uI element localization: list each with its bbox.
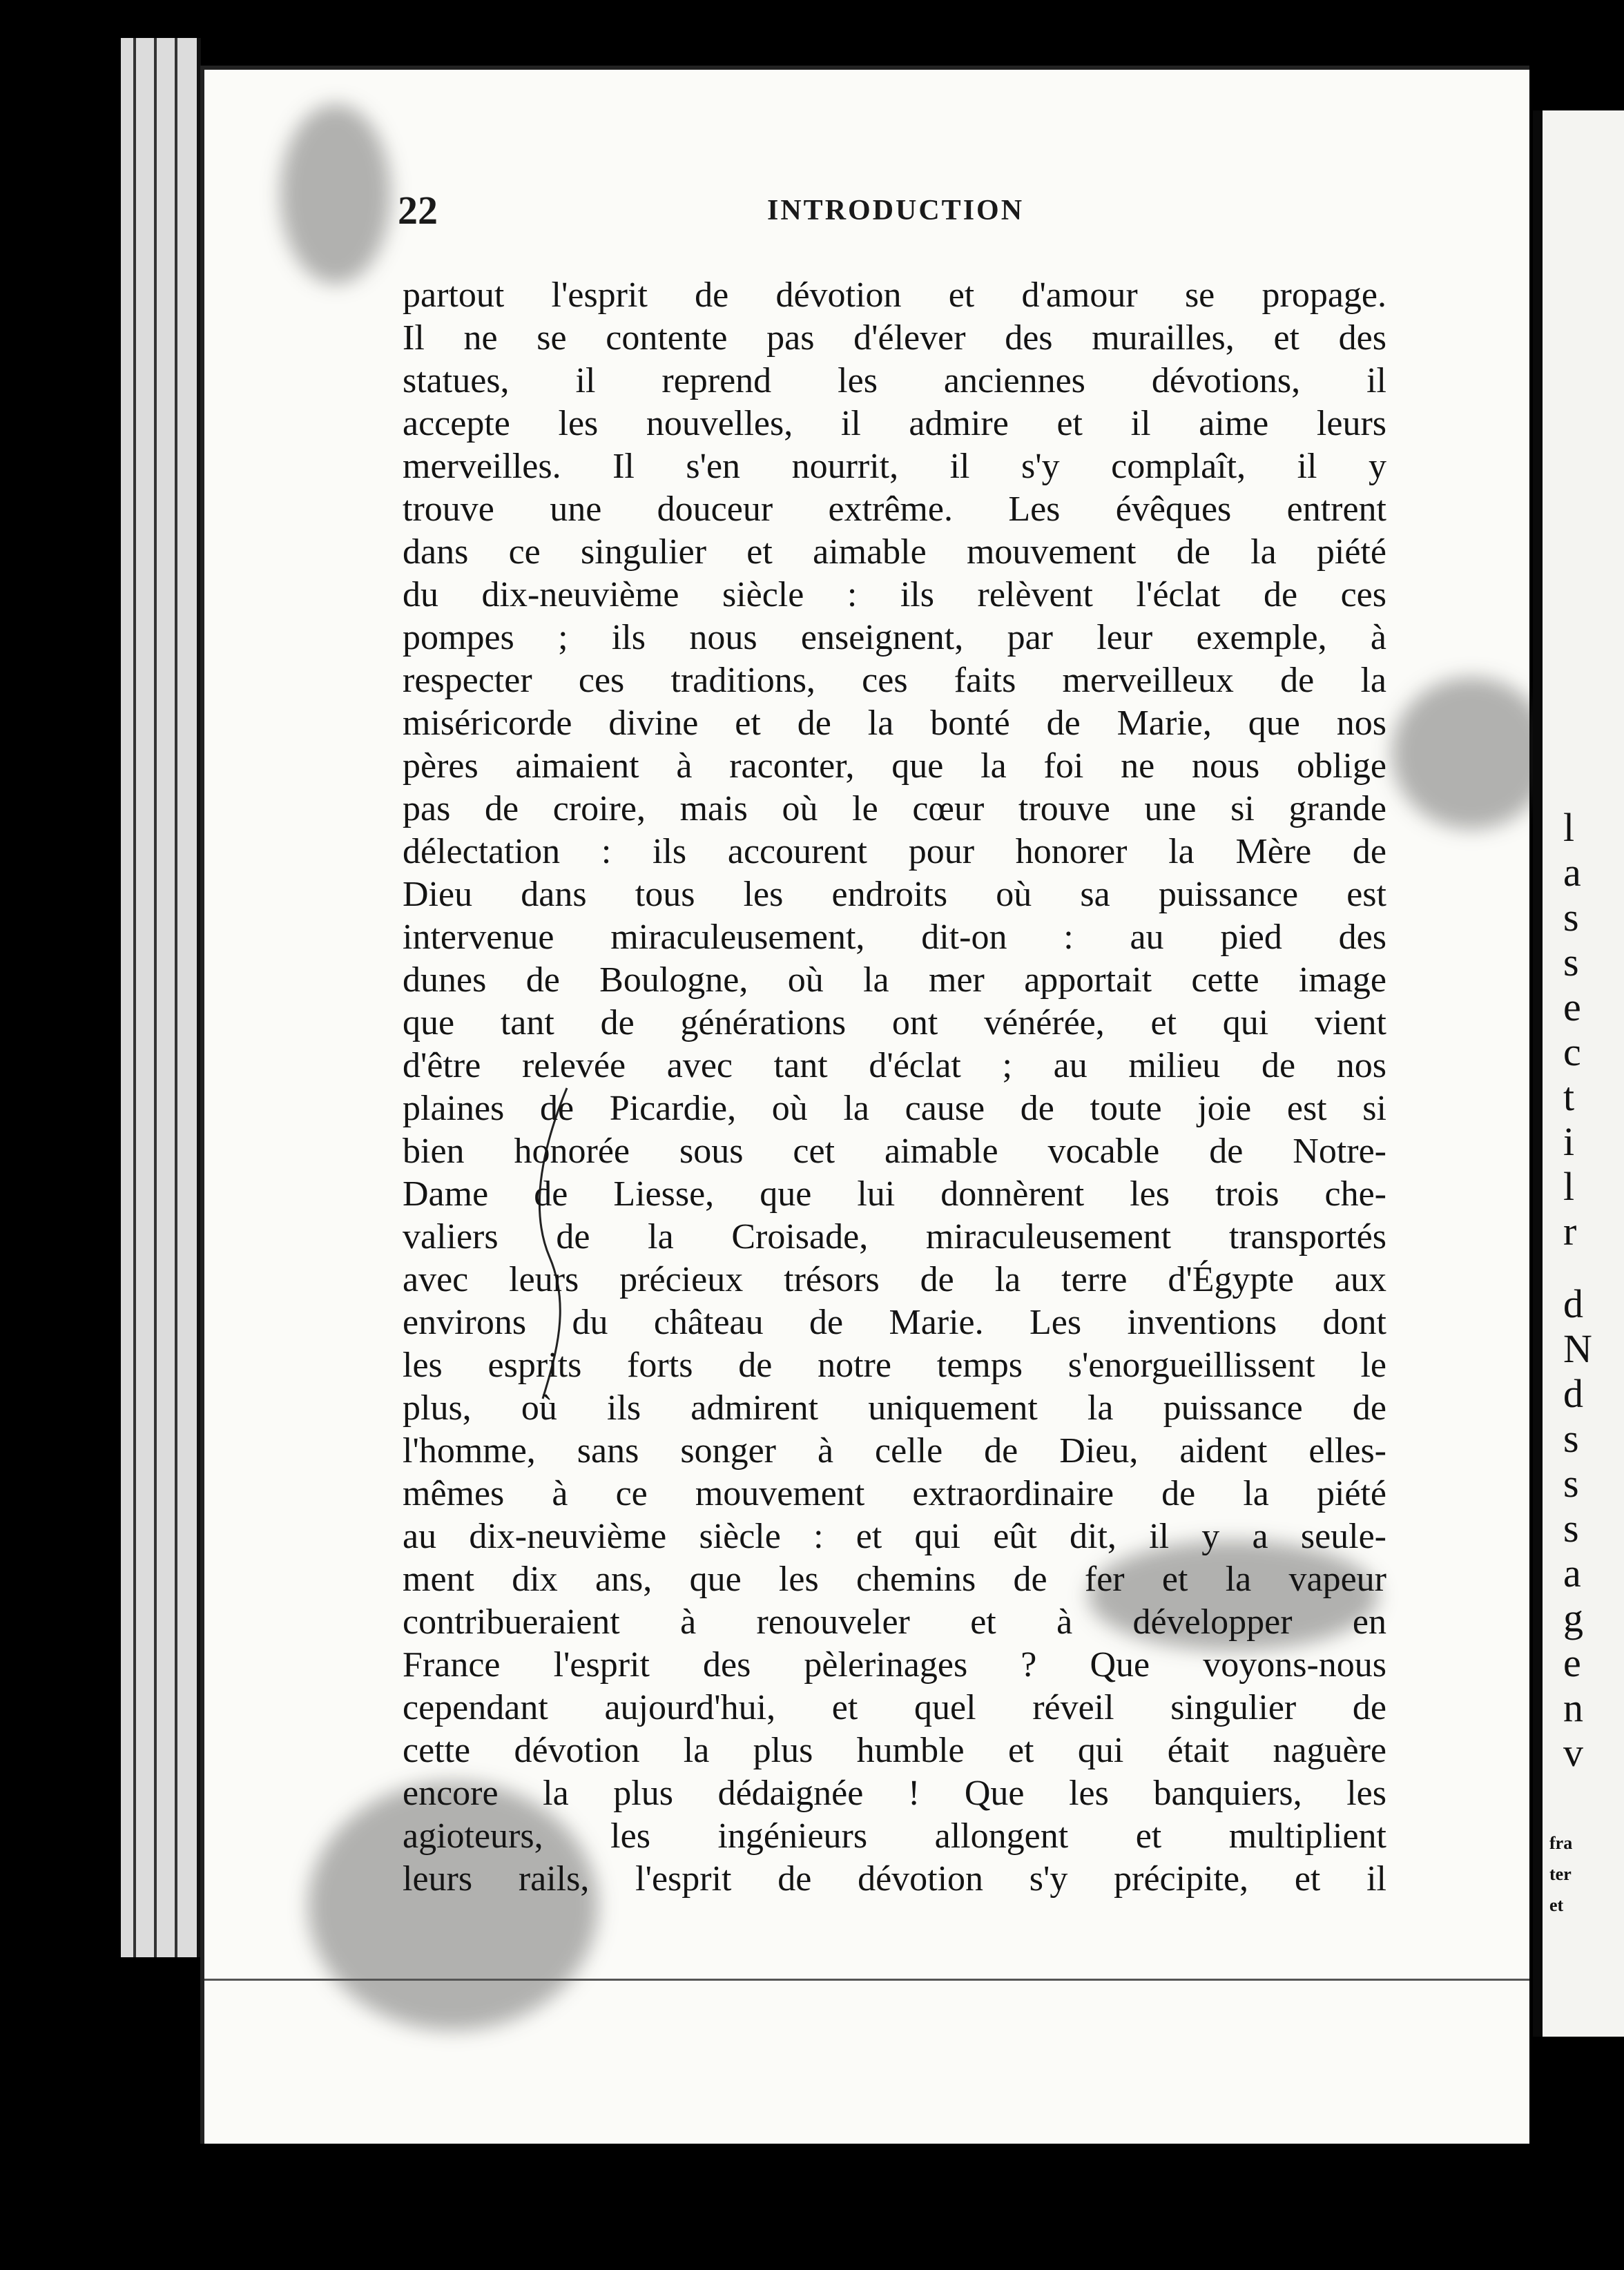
facing-page-fragment: a [1563,1551,1581,1595]
text-line: du dix-neuvième siècle : ils relèvent l'éclat de ces [403,575,1386,614]
text-line: Il ne se contente pas d'élever des murailles, et des [403,318,1386,358]
text-line: agioteurs, les ingénieurs allongent et multiplient [403,1816,1386,1856]
facing-page-fragment: d [1563,1281,1583,1326]
text-line: mêmes à ce mouvement extraordinaire de la piété [403,1474,1386,1513]
facing-page-fragment: c [1563,1029,1581,1074]
text-line: trouve une douceur extrême. Les évêques entrent [403,489,1386,529]
text-line: pas de croire, mais où le cœur trouve une si grande [403,789,1386,828]
text-line: délectation : ils accourent pour honorer la Mère de [403,832,1386,871]
facing-page-fragment: g [1563,1595,1583,1640]
text-line: pères aimaient à raconter, que la foi ne nous oblige [403,746,1386,786]
running-head-title: INTRODUCTION [767,195,1025,226]
text-line: les esprits forts de notre temps s'enorgueillissent le [403,1346,1386,1385]
text-line: intervenue miraculeusement, dit-on : au pied des [403,918,1386,957]
text-line: dunes de Boulogne, où la mer apportait cette image [403,960,1386,1000]
facing-page-fragment: N [1563,1326,1592,1371]
page-edge-line [154,38,157,1957]
text-line: cependant aujourd'hui, et quel réveil singulier de [403,1688,1386,1727]
ink-smudge [1392,677,1551,829]
text-line: encore la plus dédaignée ! Que les banquiers, les [403,1774,1386,1813]
facing-page-fragment: s [1563,940,1579,984]
text-line: environs du château de Marie. Les inventions dont [403,1303,1386,1342]
text-line: que tant de générations ont vénérée, et qui vient [403,1003,1386,1042]
facing-page-fragment: s [1563,1506,1579,1551]
facing-page-fragment: l [1563,1164,1575,1209]
facing-page-edge [1533,110,1624,2037]
facing-page-fragment: d [1563,1371,1583,1416]
page-edge-line [175,38,177,1957]
text-line: pompes ; ils nous enseignent, par leur exemple, à [403,618,1386,657]
text-line: merveilles. Il s'en nourrit, il s'y complaît, il y [403,447,1386,486]
facing-page-fragment: e [1563,1640,1581,1685]
page-text [403,274,1386,1901]
text-line: ment dix ans, que les chemins de fer et la vapeur [403,1560,1386,1599]
facing-page-footnote-fragment: fra [1549,1833,1573,1853]
running-head [204,187,1529,242]
text-line: accepte les nouvelles, il admire et il aime leurs [403,404,1386,443]
facing-page-fragment: i [1563,1119,1575,1164]
facing-page-fragment: n [1563,1685,1583,1730]
previous-page-edge [121,38,201,1957]
page-edge-line [133,38,136,1957]
text-line: Dame de Liesse, que lui donnèrent les trois che- [403,1174,1386,1214]
text-line: plus, où ils admirent uniquement la puissance de [403,1388,1386,1428]
facing-page-footnote-fragment: et [1549,1895,1564,1915]
facing-page-footnote-fragment: ter [1549,1864,1572,1884]
text-line: l'homme, sans songer à celle de Dieu, aident elles- [403,1431,1386,1471]
text-line: au dix-neuvième siècle : et qui eût dit, il y a seule- [403,1517,1386,1556]
text-line: valiers de la Croisade, miraculeusement transportés [403,1217,1386,1257]
page-bottom-line [204,1979,1529,1981]
text-line: miséricorde divine et de la bonté de Marie, que nos [403,704,1386,743]
text-line: bien honorée sous cet aimable vocable de Notre- [403,1132,1386,1171]
text-line: plaines de Picardie, où la cause de toute joie est si [403,1089,1386,1128]
facing-page-fragment: s [1563,1461,1579,1506]
text-line: statues, il reprend les anciennes dévotions, il [403,361,1386,400]
text-line: Dieu dans tous les endroits où sa puissance est [403,875,1386,914]
text-line: d'être relevée avec tant d'éclat ; au milieu de nos [403,1046,1386,1085]
text-line: contribueraient à renouveler et à développer en [403,1602,1386,1642]
text-line: avec leurs précieux trésors de la terre d'Égypte aux [403,1260,1386,1299]
facing-page-fragment: t [1563,1074,1575,1119]
facing-page-fragment: l [1563,805,1575,850]
text-line: France l'esprit des pèlerinages ? Que voyons-nous [403,1645,1386,1685]
facing-page-fragment: s [1563,895,1579,940]
facing-page-fragment: v [1563,1730,1583,1775]
text-line: dans ce singulier et aimable mouvement de la piété [403,532,1386,572]
facing-page-fragment: e [1563,984,1581,1029]
facing-page-fragment: r [1563,1209,1577,1254]
text-line: partout l'esprit de dévotion et d'amour se propage. [403,275,1386,315]
text-line: respecter ces traditions, ces faits merveilleux de la [403,661,1386,700]
text-line: cette dévotion la plus humble et qui était naguère [403,1731,1386,1770]
page-number: 22 [398,188,438,233]
facing-page-fragment: a [1563,850,1581,895]
facing-page-fragment: s [1563,1416,1579,1461]
ink-smudge [280,104,391,284]
text-line: leurs rails, l'esprit de dévotion s'y précipite, et il [403,1859,1386,1899]
